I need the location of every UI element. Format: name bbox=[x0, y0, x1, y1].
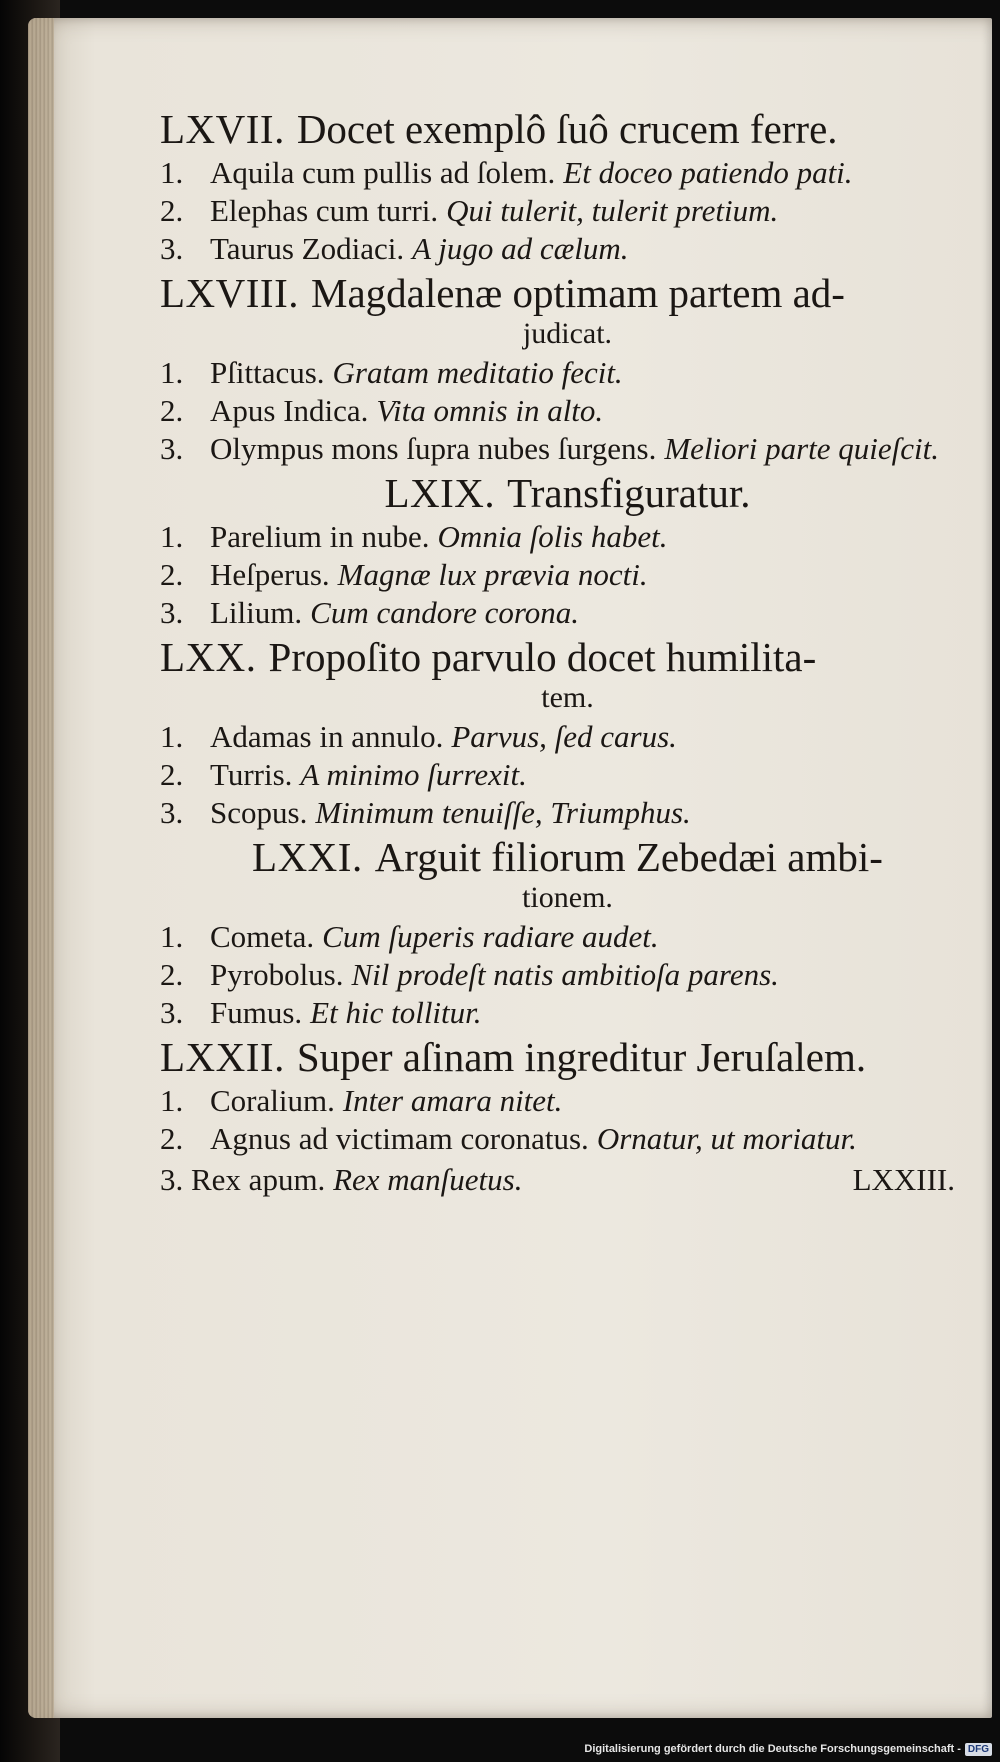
item-text: Pſittacus. bbox=[210, 355, 325, 390]
item-number: 3. bbox=[160, 1162, 184, 1197]
item-text: Aquila cum pullis ad ſolem. bbox=[210, 155, 556, 190]
emblem-item bbox=[160, 957, 975, 993]
item-text: Adamas in annulo. bbox=[210, 719, 444, 754]
page-text bbox=[160, 105, 975, 1201]
emblem-item bbox=[160, 757, 975, 793]
heading-continuation: tem. bbox=[541, 681, 594, 714]
item-motto: Et doceo patiendo pati. bbox=[563, 155, 853, 190]
item-motto: A jugo ad cælum. bbox=[412, 231, 629, 266]
item-number: 2. bbox=[160, 193, 184, 228]
item-number: 3. bbox=[160, 795, 184, 830]
section-heading bbox=[160, 1033, 975, 1081]
item-motto: Minimum tenuiſſe, Triumphus. bbox=[315, 795, 691, 830]
section-heading bbox=[160, 469, 975, 517]
item-motto: Gratam meditatio fecit. bbox=[332, 355, 623, 390]
emblem-item bbox=[160, 393, 975, 429]
item-text: Coralium. bbox=[210, 1083, 335, 1118]
item-motto: Meliori parte quieſcit. bbox=[664, 431, 939, 466]
heading-numeral: LXVIII. bbox=[160, 270, 299, 316]
item-number: 3. bbox=[160, 595, 184, 630]
section-lxviii bbox=[160, 269, 975, 467]
emblem-item bbox=[160, 795, 975, 831]
emblem-item bbox=[160, 431, 975, 467]
emblem-item bbox=[160, 155, 975, 191]
emblem-item bbox=[160, 231, 975, 267]
page-edge bbox=[28, 18, 54, 1718]
item-motto: Omnia ſolis habet. bbox=[437, 519, 668, 554]
heading-title: Magdalenæ optimam partem ad- bbox=[310, 270, 845, 316]
emblem-item bbox=[160, 519, 975, 555]
item-text: Fumus. bbox=[210, 995, 303, 1030]
item-motto: Magnæ lux prævia nocti. bbox=[337, 557, 648, 592]
emblem-item bbox=[160, 193, 975, 229]
item-motto: Ornatur, ut moriatur. bbox=[596, 1121, 857, 1156]
section-lxx bbox=[160, 633, 975, 831]
item-motto: Parvus, ſed carus. bbox=[451, 719, 677, 754]
emblem-item bbox=[160, 355, 975, 391]
section-lxxi bbox=[160, 833, 975, 1031]
item-number: 3. bbox=[160, 431, 184, 466]
item-motto: A minimo ſurrexit. bbox=[300, 757, 527, 792]
item-motto: Nil prodeſt natis ambitioſa parens. bbox=[351, 957, 779, 992]
item-number: 1. bbox=[160, 519, 184, 554]
item-text: Pyrobolus. bbox=[210, 957, 344, 992]
item-text: Turris. bbox=[210, 757, 293, 792]
heading-numeral: LXX. bbox=[160, 634, 257, 680]
item-text: Parelium in nube. bbox=[210, 519, 430, 554]
section-heading bbox=[160, 269, 975, 317]
item-number: 2. bbox=[160, 757, 184, 792]
item-text: Apus Indica. bbox=[210, 393, 369, 428]
item-number: 2. bbox=[160, 393, 184, 428]
credit-text: Digitalisierung gefördert durch die Deutsche Forschungsgemeinschaft - bbox=[584, 1743, 961, 1755]
item-number: 2. bbox=[160, 557, 184, 592]
emblem-item bbox=[160, 557, 975, 593]
heading-title: Arguit filiorum Zebedæi ambi- bbox=[374, 834, 883, 880]
section-lxvii bbox=[160, 105, 975, 267]
item-motto: Cum ſuperis radiare audet. bbox=[322, 919, 659, 954]
section-lxxii bbox=[160, 1033, 975, 1157]
item-motto: Cum candore corona. bbox=[310, 595, 580, 630]
item-number: 3. bbox=[160, 231, 184, 266]
heading-continuation: judicat. bbox=[522, 317, 613, 350]
item-motto: Qui tulerit, tulerit pretium. bbox=[446, 193, 779, 228]
item-text: Scopus. bbox=[210, 795, 308, 830]
item-number: 1. bbox=[160, 355, 184, 390]
last-line-with-catchword bbox=[160, 1161, 975, 1201]
item-text: Taurus Zodiaci. bbox=[210, 231, 405, 266]
item-motto: Et hic tollitur. bbox=[310, 995, 482, 1030]
heading-title: Transfiguratur. bbox=[507, 470, 751, 516]
catchword: LXXIII. bbox=[852, 1162, 955, 1197]
item-motto: Inter amara nitet. bbox=[342, 1083, 563, 1118]
item-text: Agnus ad victimam coronatus. bbox=[210, 1121, 589, 1156]
item-text: Lilium. bbox=[210, 595, 303, 630]
item-text: Elephas cum turri. bbox=[210, 193, 439, 228]
item-number: 3. bbox=[160, 995, 184, 1030]
heading-continuation: tionem. bbox=[522, 881, 613, 914]
heading-title: Docet exemplô ſuô crucem ferre. bbox=[296, 106, 838, 152]
item-motto: Rex manſuetus. bbox=[333, 1162, 523, 1197]
heading-title: Super aſinam ingreditur Jeruſalem. bbox=[296, 1034, 867, 1080]
item-number: 2. bbox=[160, 957, 184, 992]
emblem-item bbox=[160, 919, 975, 955]
emblem-item bbox=[160, 1083, 975, 1119]
item-number: 1. bbox=[160, 919, 184, 954]
emblem-item bbox=[160, 995, 975, 1031]
digitization-credit bbox=[584, 1740, 992, 1758]
section-lxix bbox=[160, 469, 975, 631]
emblem-item bbox=[160, 719, 975, 755]
item-number: 1. bbox=[160, 719, 184, 754]
emblem-item bbox=[160, 595, 975, 631]
section-heading bbox=[160, 833, 975, 881]
dfg-logo: DFG bbox=[965, 1743, 992, 1756]
item-motto: Vita omnis in alto. bbox=[376, 393, 604, 428]
section-heading bbox=[160, 633, 975, 681]
heading-numeral: LXVII. bbox=[160, 106, 285, 152]
heading-numeral: LXXI. bbox=[252, 834, 363, 880]
item-text: Cometa. bbox=[210, 919, 315, 954]
item-number: 1. bbox=[160, 155, 184, 190]
item-number: 2. bbox=[160, 1121, 184, 1156]
item-text: Rex apum. bbox=[191, 1162, 326, 1197]
emblem-item bbox=[160, 1161, 522, 1199]
item-text: Olympus mons ſupra nubes ſurgens. bbox=[210, 431, 657, 466]
item-text: Heſperus. bbox=[210, 557, 330, 592]
heading-title: Propoſito parvulo docet humilita- bbox=[268, 634, 817, 680]
emblem-item bbox=[160, 1121, 975, 1157]
item-number: 1. bbox=[160, 1083, 184, 1118]
heading-numeral: LXXII. bbox=[160, 1034, 285, 1080]
section-heading bbox=[160, 105, 975, 153]
heading-numeral: LXIX. bbox=[384, 470, 496, 516]
